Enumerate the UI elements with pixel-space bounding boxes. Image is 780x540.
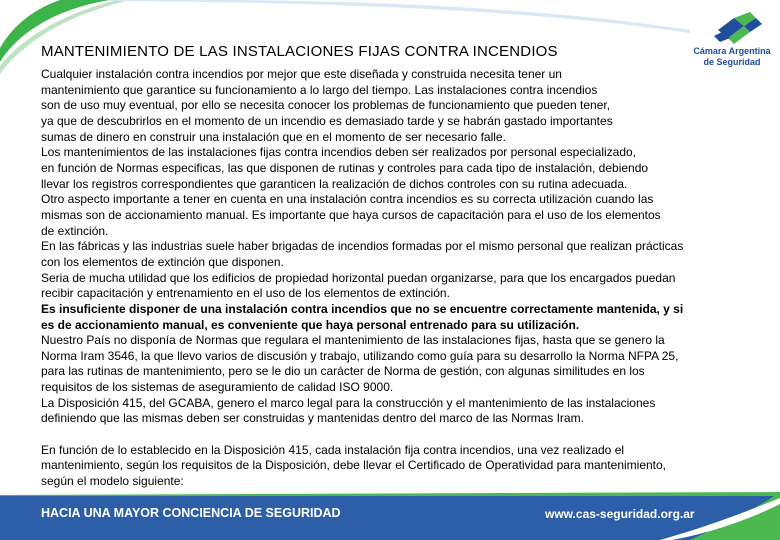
text-line: para las rutinas de mantenimiento, pero se le dio un carácter de Norma de gestión, con algunas similitudes en los	[41, 364, 645, 379]
text-line: son de uso muy eventual, por ello se necesita conocer los problemas de funcionamiento que pueden tener,	[41, 98, 611, 113]
document-body	[41, 67, 741, 490]
logo-text-line1: Cámara Argentina	[693, 46, 771, 56]
text-line: La Disposición 415, del GCABA, genero el marco legal para la construcción y el mantenimiento de las instalaciones	[41, 395, 656, 410]
text-line: según el modelo siguiente:	[41, 474, 184, 489]
text-line: Es insuficiente disponer de una instalación contra incendios que no se encuentre correctamente mantenida, y si	[41, 301, 684, 316]
header-line	[110, 0, 690, 33]
text-line: recibir capacitación y entrenamiento en el uso de los elementos de extinción.	[41, 286, 450, 301]
text-line: requisitos de los sistemas de aseguramiento de calidad ISO 9000.	[41, 380, 394, 395]
text-line: mantenimiento que garantice su funcionamiento a lo largo del tiempo. Las instalaciones contra incendios	[41, 82, 598, 97]
text-line: Cualquier instalación contra incendios por mejor que este diseñada y construida necesita tener un	[41, 67, 562, 81]
text-line: llevar los registros correspondientes que garanticen la realización de dichos controles con su rutina adecuada.	[41, 176, 628, 191]
text-line: mantenimiento, según los requisitos de la Disposición, debe llevar el Certificado de Operatividad para mantenimiento,	[41, 458, 667, 473]
text-line: en función de Normas especificas, las que disponen de rutinas y controles para cada tipo de instalación, debiendo	[41, 160, 649, 175]
document-title: MANTENIMIENTO DE LAS INSTALACIONES FIJAS CONTRA INCENDIOS	[41, 43, 558, 60]
text-line: mismas son de accionamiento manual. Es importante que haya cursos de capacitación para el uso de los elementos	[41, 207, 661, 222]
text-line: Los mantenimientos de las instalaciones fijas contra incendios deben ser realizados por personal especializado,	[41, 145, 637, 160]
text-line: de extinción.	[41, 223, 109, 238]
text-line: es de accionamiento manual, es conveniente que haya personal entrenado para su utilización.	[41, 317, 580, 332]
footer-url-link[interactable]: www.cas-seguridad.org.ar	[545, 507, 695, 521]
text-line: ya que de descubrirlos en el momento de un incendio es demasiado tarde y se habrán gastado importantes	[41, 113, 613, 128]
text-line: Seria de mucha utilidad que los edificios de propiedad horizontal puedan organizarse, para que los encargados puedan	[41, 270, 676, 285]
text-line: En función de lo establecido en la Disposición 415, cada instalación fija contra incendios, una vez realizado el	[41, 442, 625, 457]
text-line: En las fábricas y las industrias suele haber brigadas de incendios formadas por el mismo personal que realizan prácticas	[41, 239, 684, 254]
logo-text-line2: de Seguridad	[703, 57, 761, 67]
text-line: con los elementos de extinción que disponen.	[41, 254, 284, 269]
footer-slogan: HACIA UNA MAYOR CONCIENCIA DE SEGURIDAD	[41, 506, 341, 520]
blank-line	[41, 427, 741, 443]
text-line: Norma Iram 3546, la que llevo varios de discusión y trabajo, utilizando como guía para su desarrollo la Norma NFPA 25,	[41, 348, 679, 363]
text-line: sumas de dinero en construir una instalación que en el momento de ser necesario falle.	[41, 129, 506, 144]
text-line: definiendo que las mismas deben ser construidas y mantenidas dentro del marco de las Normas Iram.	[41, 411, 584, 426]
logo-text	[692, 46, 772, 68]
text-line: Nuestro País no disponía de Normas que regulara el mantenimiento de las instalaciones fijas, hasta que se genero la	[41, 333, 665, 348]
text-line: Otro aspecto importante a tener en cuenta en una instalación contra incendios es su correcta utilización cuando las	[41, 192, 654, 207]
